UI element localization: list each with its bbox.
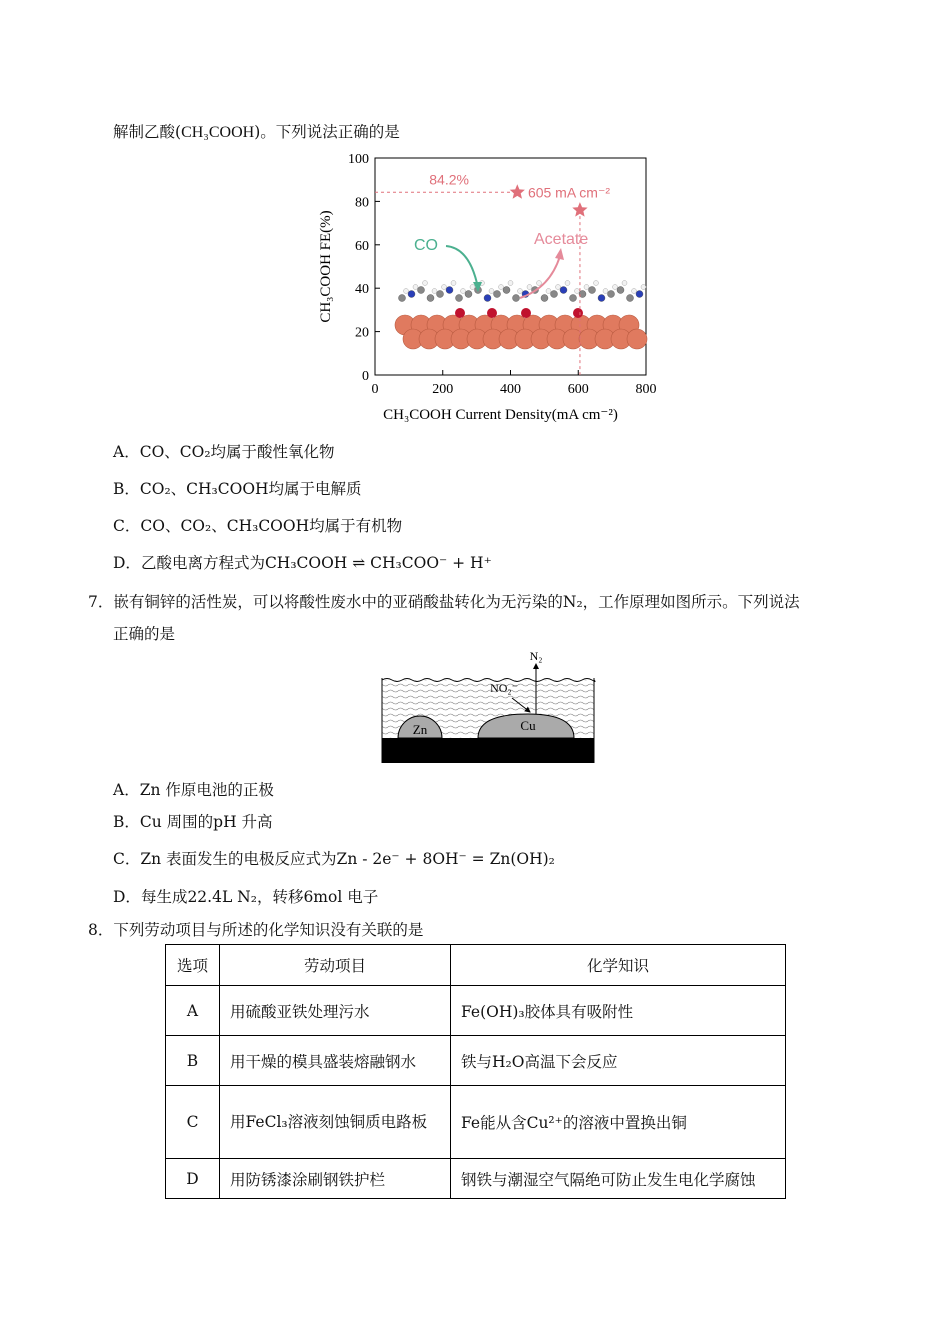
molecule-atom: [518, 289, 523, 294]
molecule-atom: [575, 289, 580, 294]
option-letter: D．: [113, 888, 141, 906]
molecule-atom: [570, 295, 577, 302]
option-letter: C．: [113, 850, 141, 868]
header-activity: 劳动项目: [220, 945, 451, 986]
molecule-atom: [636, 291, 643, 298]
molecule-atom: [589, 287, 596, 294]
q6-stem-post: )。下列说法正确的是: [254, 123, 400, 141]
molecule-atom: [537, 281, 542, 286]
option-text: 乙酸电离方程式为CH₃COOH ⇌ CH₃COO⁻ + H⁺: [140, 554, 492, 572]
molecule-atom: [423, 281, 428, 286]
acetate-arrowhead: [555, 248, 564, 260]
molecule-atom: [456, 295, 463, 302]
option-letter: D．: [113, 554, 141, 572]
y-tick-label: 80: [355, 195, 369, 211]
option-letter: C．: [113, 517, 141, 535]
q6-option-a: [113, 440, 335, 462]
n2-label: N₂: [529, 649, 543, 663]
q7-option-d: [113, 885, 378, 907]
q7-option-c: [113, 847, 555, 869]
activated-carbon-base: [382, 738, 594, 763]
molecule-atom: [608, 291, 615, 298]
co-arrow: [446, 246, 478, 288]
y-tick-label: 0: [362, 369, 369, 384]
molecule-atom: [494, 291, 501, 298]
row-option: C: [166, 1086, 220, 1159]
current-value-label: 605 mA cm⁻²: [527, 184, 611, 201]
option-letter: A．: [113, 781, 140, 799]
molecule-atom: [551, 291, 558, 298]
y-tick-label: 20: [355, 325, 369, 341]
q6-option-b: [113, 477, 362, 499]
table-row: [166, 1036, 786, 1086]
x-tick-label: 800: [635, 382, 657, 397]
zn-label: Zn: [412, 722, 428, 737]
q7-option-a: [113, 778, 274, 800]
molecule-atom: [627, 295, 634, 302]
q7-number: 7．: [88, 593, 114, 611]
row-knowledge: Fe能从含Cu²⁺的溶液中置换出铜: [451, 1086, 786, 1159]
row-activity: 用防锈漆涂刷钢铁护栏: [220, 1159, 451, 1199]
q7-stem-line1: [88, 590, 800, 612]
q6-stem: [113, 120, 400, 142]
molecule-atom: [437, 291, 444, 298]
molecule-atom: [499, 285, 504, 290]
option-text: CO、CO₂、CH₃COOH均属于有机物: [140, 517, 403, 535]
data-point-star: [572, 202, 587, 217]
molecule-atom: [641, 285, 646, 290]
option-letter: B．: [113, 813, 140, 831]
x-axis-label: CH₃COOH Current Density(mA cm⁻²): [383, 407, 618, 423]
molecule-atom: [584, 285, 589, 290]
q8-table: [165, 944, 786, 1199]
copper-surface-illustration: [395, 281, 647, 350]
oxygen-atom: [521, 308, 531, 318]
molecule-atom: [617, 287, 624, 294]
option-letter: B．: [113, 480, 140, 498]
q8-number: 8．: [88, 921, 114, 939]
table-row: [166, 1086, 786, 1159]
oxygen-atom: [455, 308, 465, 318]
molecule-atom: [565, 281, 570, 286]
oxygen-atom: [487, 308, 497, 318]
y-tick-label: 100: [348, 152, 369, 167]
molecule-atom: [408, 291, 415, 298]
q8-stem-text: 下列劳动项目与所述的化学知识没有关联的是: [113, 921, 424, 939]
molecule-atom: [603, 289, 608, 294]
q6-stem-formula: CH₃COOH: [181, 124, 255, 141]
option-text: CO、CO₂均属于酸性氧化物: [139, 443, 335, 461]
row-activity: 用干燥的模具盛装熔融钢水: [220, 1036, 451, 1086]
q8-stem: [88, 918, 423, 940]
x-tick-label: 200: [432, 382, 454, 397]
q7-option-b: [113, 810, 273, 832]
molecule-atom: [556, 285, 561, 290]
molecule-atom: [489, 289, 494, 294]
table-header-row: [166, 945, 786, 986]
molecule-atom: [427, 295, 434, 302]
table-row: [166, 986, 786, 1036]
row-option: A: [166, 986, 220, 1036]
molecule-atom: [465, 291, 472, 298]
option-text: Cu 周围的pH 升高: [139, 813, 273, 831]
molecule-atom: [541, 295, 548, 302]
molecule-atom: [432, 289, 437, 294]
x-tick-label: 0: [371, 382, 379, 397]
y-tick-label: 40: [355, 282, 369, 298]
option-letter: A．: [113, 443, 140, 461]
row-knowledge: Fe(OH)₃胶体具有吸附性: [451, 986, 786, 1036]
x-tick-label: 600: [567, 382, 589, 397]
row-activity: 用硫酸亚铁处理污水: [220, 986, 451, 1036]
row-option: D: [166, 1159, 220, 1199]
molecule-atom: [404, 289, 409, 294]
molecule-atom: [470, 285, 475, 290]
row-knowledge: 钢铁与潮湿空气隔绝可防止发生电化学腐蚀: [451, 1159, 786, 1199]
molecule-atom: [632, 289, 637, 294]
molecule-atom: [546, 289, 551, 294]
row-option: B: [166, 1036, 220, 1086]
molecule-atom: [418, 287, 425, 294]
co-label: CO: [414, 237, 438, 254]
row-knowledge: 铁与H₂O高温下会反应: [451, 1036, 786, 1086]
option-text: Zn 作原电池的正极: [139, 781, 274, 799]
copper-atom: [627, 329, 647, 349]
q7-stem-line2: 正确的是: [113, 625, 176, 643]
molecule-atom: [513, 295, 520, 302]
molecule-atom: [461, 289, 466, 294]
option-text: CO₂、CH₃COOH均属于电解质: [139, 480, 362, 498]
molecule-atom: [613, 285, 618, 290]
option-text: 每生成22.4L N₂，转移6mol 电子: [140, 888, 379, 906]
molecule-atom: [560, 287, 567, 294]
q6-stem-pre: 解制乙酸(: [113, 123, 182, 141]
molecule-atom: [527, 285, 532, 290]
molecule-atom: [484, 295, 491, 302]
data-point-star: [510, 184, 525, 199]
molecule-atom: [399, 295, 406, 302]
oxygen-atom: [573, 308, 583, 318]
no2-label: NO₂⁻: [490, 681, 518, 695]
q6-option-d: [113, 551, 492, 573]
molecule-atom: [594, 281, 599, 286]
molecule-atom: [413, 285, 418, 290]
q7-stem-text: 嵌有铜锌的活性炭，可以将酸性废水中的亚硝酸盐转化为无污染的N₂，工作原理如图所示。下列说法: [113, 593, 800, 611]
molecule-atom: [622, 281, 627, 286]
option-text: Zn 表面发生的电极反应式为Zn - 2e⁻ + 8OH⁻ = Zn(OH)₂: [140, 850, 555, 868]
header-option: 选项: [166, 945, 220, 986]
zn-cu-cell-diagram: [378, 640, 600, 768]
fe-current-density-chart: [310, 148, 670, 430]
molecule-atom: [503, 287, 510, 294]
table-row: [166, 1159, 786, 1199]
y-tick-label: 60: [355, 238, 369, 254]
molecule-atom: [446, 287, 453, 294]
fe-value-label: 84.2%: [429, 171, 469, 188]
row-activity: 用FeCl₃溶液刻蚀铜质电路板: [220, 1086, 451, 1159]
header-knowledge: 化学知识: [451, 945, 786, 986]
y-axis-label: CH₃COOH FE(%): [318, 210, 334, 323]
cu-label: Cu: [520, 718, 536, 733]
molecule-atom: [508, 281, 513, 286]
x-tick-label: 400: [500, 382, 521, 397]
molecule-atom: [598, 295, 605, 302]
acetate-label: Acetate: [534, 231, 589, 248]
q6-option-c: [113, 514, 402, 536]
molecule-atom: [451, 281, 456, 286]
molecule-atom: [442, 285, 447, 290]
